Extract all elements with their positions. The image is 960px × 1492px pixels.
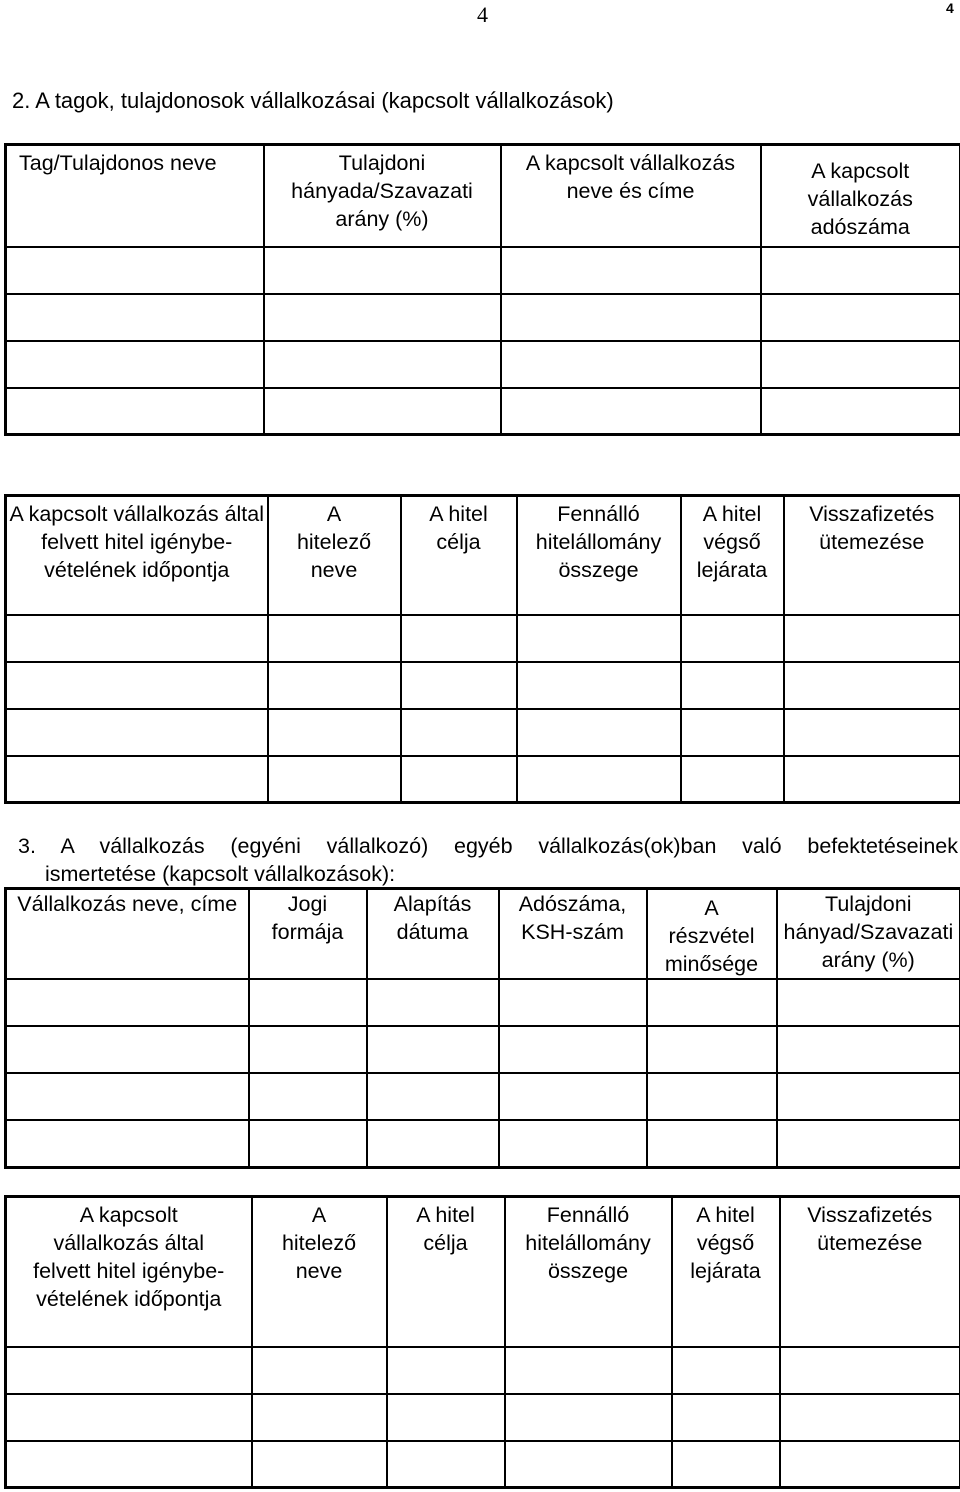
table-cell[interactable] (761, 294, 960, 341)
header-loan-date-text: A kapcsolt vállalkozás által felvett hitel igénybe-vételének időpontja (9, 502, 265, 582)
table-cell[interactable] (517, 662, 681, 709)
table-cell[interactable] (499, 1120, 647, 1167)
header-tax-number-text: A kapcsolt vállalkozás adószáma (807, 159, 913, 239)
table-cell[interactable] (499, 1026, 647, 1073)
table-cell[interactable] (252, 1394, 387, 1441)
table-cell[interactable] (367, 1073, 499, 1120)
table-cell[interactable] (784, 615, 960, 662)
table-cell[interactable] (505, 1441, 672, 1488)
header-ownership-share (777, 889, 960, 980)
table-cell[interactable] (6, 1026, 249, 1073)
table-cell[interactable] (505, 1347, 672, 1394)
table-cell[interactable] (784, 756, 960, 803)
header-outstanding-loan (517, 496, 681, 615)
table-cell[interactable] (647, 1026, 777, 1073)
table-cell[interactable] (501, 388, 761, 435)
header-outstanding-loan (505, 1197, 672, 1347)
table-cell[interactable] (681, 662, 784, 709)
header-loan-maturity-text: A hitel végső lejárata (696, 502, 768, 582)
table-cell[interactable] (268, 662, 401, 709)
header-founding-date-text: Alapítás dátuma (393, 892, 472, 944)
table-cell[interactable] (264, 247, 501, 294)
table-cell[interactable] (401, 615, 517, 662)
table-cell[interactable] (501, 247, 761, 294)
table-cell[interactable] (6, 1347, 252, 1394)
table-cell[interactable] (761, 247, 960, 294)
table-cell[interactable] (6, 709, 268, 756)
header-loan-maturity-text: A hitel végső lejárata (690, 1203, 761, 1283)
header-ownership-share-text: Tulajdoni hányada/Szavazati arány (%) (291, 151, 473, 231)
header-lender-name (252, 1197, 387, 1347)
header-loan-purpose-text: A hitel célja (429, 502, 488, 554)
header-company-name-address (501, 145, 761, 247)
table-cell[interactable] (6, 756, 268, 803)
table-cell[interactable] (6, 1073, 249, 1120)
header-owner-name: Tag/Tulajdonos neve (6, 145, 264, 247)
investments-table (4, 887, 960, 1169)
table-cell[interactable] (780, 1394, 960, 1441)
page-number-corner: 4 (946, 0, 954, 16)
table-cell[interactable] (647, 1073, 777, 1120)
table-cell[interactable] (6, 388, 264, 435)
header-loan-maturity (681, 496, 784, 615)
table-cell[interactable] (501, 294, 761, 341)
table-cell[interactable] (401, 662, 517, 709)
table-cell[interactable] (367, 979, 499, 1026)
header-company-name (6, 889, 249, 980)
table-cell[interactable] (387, 1347, 505, 1394)
header-tax-ksh-number (499, 889, 647, 980)
table-cell[interactable] (6, 615, 268, 662)
table-cell[interactable] (401, 756, 517, 803)
table-cell[interactable] (672, 1441, 780, 1488)
table-cell[interactable] (761, 341, 960, 388)
section-3-title-continued: ismertetése (kapcsolt vállalkozások): (45, 862, 396, 886)
table-cell[interactable] (249, 1073, 367, 1120)
related-companies-loans-table (4, 494, 960, 804)
header-loan-purpose-text: A hitel célja (416, 1203, 475, 1255)
table-cell[interactable] (784, 709, 960, 756)
table-cell[interactable] (647, 979, 777, 1026)
table-cell[interactable] (777, 1073, 960, 1120)
table-cell[interactable] (252, 1347, 387, 1394)
table-cell[interactable] (647, 1120, 777, 1167)
table-cell[interactable] (367, 1120, 499, 1167)
table-cell[interactable] (367, 1026, 499, 1073)
header-outstanding-loan-text: Fennálló hitelállomány összege (525, 1203, 651, 1283)
header-participation-type (647, 889, 777, 980)
table-cell[interactable] (6, 1120, 249, 1167)
header-ownership-share (264, 145, 501, 247)
header-loan-date (6, 1197, 252, 1347)
header-repayment-schedule-text: Visszafizetés ütemezése (809, 502, 935, 554)
table-cell[interactable] (387, 1394, 505, 1441)
table-cell[interactable] (249, 1026, 367, 1073)
header-company-name-address-text: A kapcsolt vállalkozás neve és címe (525, 151, 736, 203)
table-cell[interactable] (777, 979, 960, 1026)
table-cell[interactable] (517, 709, 681, 756)
table-cell[interactable] (401, 709, 517, 756)
header-tax-ksh-number-text: Adószáma, KSH-szám (518, 892, 627, 944)
header-outstanding-loan-text: Fennálló hitelállomány összege (535, 502, 662, 582)
table-cell[interactable] (784, 662, 960, 709)
table-cell[interactable] (6, 979, 249, 1026)
table-cell[interactable] (517, 615, 681, 662)
header-company-name-text: Vállalkozás neve, címe (17, 892, 238, 916)
page-number: 4 (477, 2, 488, 27)
table-cell[interactable] (252, 1441, 387, 1488)
table-cell[interactable] (780, 1441, 960, 1488)
section-3-title: 3. A vállalkozás (egyéni vállalkozó) egyéb vállalkozás(ok)ban való befektetéseinek (18, 834, 958, 858)
table-cell[interactable] (681, 709, 784, 756)
header-ownership-share-text: Tulajdoni hányad/Szavazati arány (%) (783, 892, 954, 972)
table-cell[interactable] (672, 1394, 780, 1441)
table-cell[interactable] (517, 756, 681, 803)
table-cell[interactable] (681, 756, 784, 803)
header-repayment-schedule (780, 1197, 960, 1347)
header-repayment-schedule-text: Visszafizetés ütemezése (807, 1203, 933, 1255)
table-cell[interactable] (672, 1347, 780, 1394)
header-lender-name (268, 496, 401, 615)
table-cell[interactable] (505, 1394, 672, 1441)
table-cell[interactable] (249, 979, 367, 1026)
header-legal-form (249, 889, 367, 980)
table-cell[interactable] (268, 709, 401, 756)
investments-loans-table (4, 1195, 960, 1489)
table-cell[interactable] (777, 1026, 960, 1073)
header-loan-maturity (672, 1197, 780, 1347)
table-cell[interactable] (6, 1441, 252, 1488)
header-founding-date (367, 889, 499, 980)
table-cell[interactable] (761, 388, 960, 435)
header-lender-name-text: A hitelező neve (296, 502, 372, 582)
header-participation-type-text: A részvétel minősége (664, 896, 759, 976)
table-cell[interactable] (268, 615, 401, 662)
table-cell[interactable] (777, 1120, 960, 1167)
related-companies-table (4, 143, 960, 436)
table-cell[interactable] (6, 341, 264, 388)
table-cell[interactable] (264, 388, 501, 435)
table-cell[interactable] (6, 1394, 252, 1441)
header-loan-date (6, 496, 268, 615)
header-tax-number (761, 145, 960, 247)
table-cell[interactable] (499, 1073, 647, 1120)
section-2-title: 2. A tagok, tulajdonosok vállalkozásai (kapcsolt vállalkozások) (12, 88, 614, 113)
table-cell[interactable] (6, 662, 268, 709)
table-cell[interactable] (6, 247, 264, 294)
header-lender-name-text: A hitelező neve (281, 1203, 357, 1283)
header-legal-form-text: Jogi formája (271, 892, 344, 944)
table-cell[interactable] (6, 294, 264, 341)
header-loan-purpose (387, 1197, 505, 1347)
header-loan-date-text: A kapcsolt vállalkozás által felvett hitel igénybe-vételének időpontja (33, 1203, 225, 1311)
table-cell[interactable] (387, 1441, 505, 1488)
header-loan-purpose (401, 496, 517, 615)
table-cell[interactable] (264, 294, 501, 341)
table-cell[interactable] (264, 341, 501, 388)
table-cell[interactable] (249, 1120, 367, 1167)
table-cell[interactable] (501, 341, 761, 388)
header-repayment-schedule (784, 496, 960, 615)
table-cell[interactable] (499, 979, 647, 1026)
table-cell[interactable] (681, 615, 784, 662)
table-cell[interactable] (268, 756, 401, 803)
table-cell[interactable] (780, 1347, 960, 1394)
